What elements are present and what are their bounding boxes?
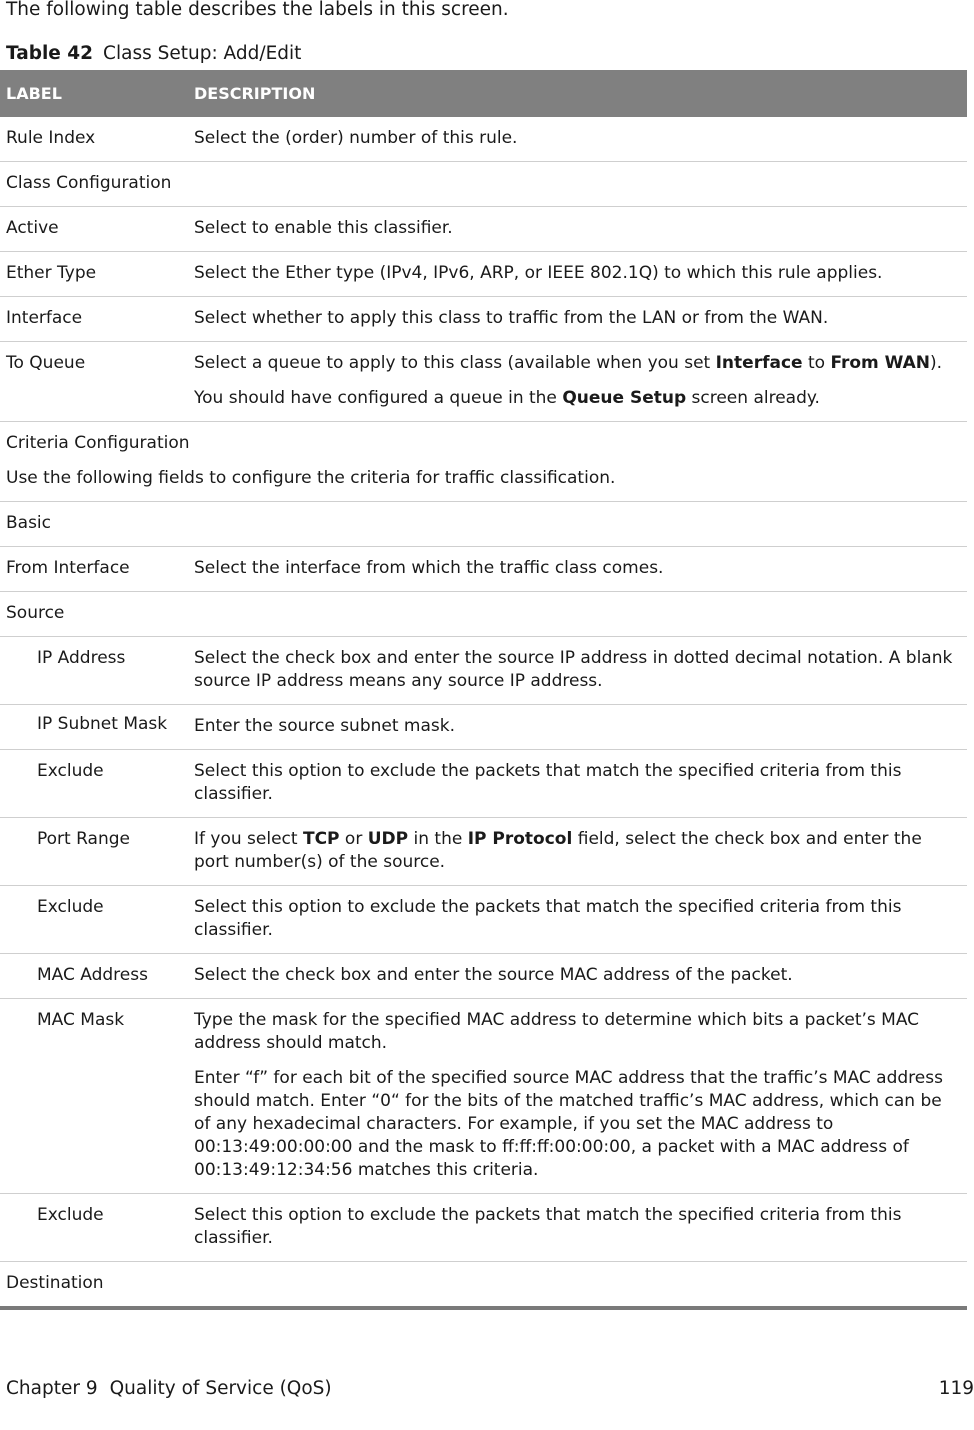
row-description: Select the interface from which the traffic class comes.	[188, 547, 967, 592]
intro-text: The following table describes the labels in this screen.	[6, 0, 509, 20]
section-label: Class Configuration	[0, 162, 967, 207]
row-label: Exclude	[0, 750, 188, 818]
section-label	[0, 422, 967, 502]
row-description	[188, 342, 967, 422]
page-number: 119	[938, 1378, 974, 1399]
text-run: or	[339, 829, 368, 849]
row-label: IP Address	[0, 637, 188, 705]
row-description	[188, 999, 967, 1194]
header-label: LABEL	[0, 70, 188, 117]
text-run: to	[802, 353, 831, 373]
table-row	[0, 818, 967, 886]
row-label: IP Subnet Mask	[0, 705, 188, 750]
section-row	[0, 592, 967, 637]
page-footer	[6, 1377, 332, 1400]
section-label: Destination	[0, 1262, 967, 1309]
row-label: Ether Type	[0, 252, 188, 297]
row-label: To Queue	[0, 342, 188, 422]
table-row	[0, 637, 967, 705]
chapter-number: Chapter 9	[6, 1378, 98, 1399]
section-row	[0, 162, 967, 207]
row-description: Select this option to exclude the packets that match the specified criteria from this classifier.	[188, 750, 967, 818]
row-description: Select to enable this classifier.	[188, 207, 967, 252]
text-run: You should have configured a queue in the	[194, 388, 563, 408]
chapter-title: Quality of Service (QoS)	[109, 1378, 332, 1399]
bold-term: UDP	[367, 829, 409, 849]
bold-term: Queue Setup	[562, 388, 687, 408]
row-label: Port Range	[0, 818, 188, 886]
description-paragraph	[194, 387, 961, 410]
section-label: Source	[0, 592, 967, 637]
section-label: Basic	[0, 502, 967, 547]
row-label: Active	[0, 207, 188, 252]
table-caption	[6, 42, 301, 65]
table-row	[0, 342, 967, 422]
row-description: Select the (order) number of this rule.	[188, 117, 967, 162]
description-paragraph: Type the mask for the specified MAC address to determine which bits a packet’s MAC address should match.	[194, 1010, 920, 1053]
bold-term: Interface	[715, 353, 803, 373]
row-description: Select whether to apply this class to traffic from the LAN or from the WAN.	[188, 297, 967, 342]
table-row	[0, 547, 967, 592]
section-row	[0, 422, 967, 502]
description-paragraph: Enter “f” for each bit of the specified source MAC address that the traffic’s MAC address should match. Enter “0“ for the bits of the matched traffic’s MAC address, which can be of any hexadecimal characters. For example, if you set the MAC address to 00:13:49:00:00:00 and the mask to ff:ff:ff:00:00:00, a packet with a MAC address of 00:13:49:12:34:56 matches this criteria.	[194, 1068, 943, 1180]
section-row	[0, 502, 967, 547]
table-row	[0, 750, 967, 818]
text-run: field, select the check box and enter the port number(s) of the source.	[194, 829, 922, 872]
row-description: Select this option to exclude the packets that match the specified criteria from this classifier.	[188, 1194, 967, 1262]
row-description: Select the check box and enter the source MAC address of the packet.	[188, 954, 967, 999]
table-row	[0, 705, 967, 750]
row-label: Interface	[0, 297, 188, 342]
table-title: Class Setup: Add/Edit	[103, 43, 302, 64]
text-run: If you select	[194, 829, 303, 849]
row-description: Select this option to exclude the packets that match the specified criteria from this classifier.	[188, 886, 967, 954]
table-row	[0, 252, 967, 297]
text-run: Select a queue to apply to this class (available when you set	[194, 353, 716, 373]
row-label: Exclude	[0, 1194, 188, 1262]
row-label: Rule Index	[0, 117, 188, 162]
row-label: From Interface	[0, 547, 188, 592]
class-setup-table	[0, 70, 967, 1310]
header-description: DESCRIPTION	[188, 70, 967, 117]
row-description: Select the check box and enter the source IP address in dotted decimal notation. A blank source IP address means any source IP address.	[188, 637, 967, 705]
description-paragraph	[194, 352, 961, 375]
table-row	[0, 297, 967, 342]
table-row	[0, 1194, 967, 1262]
text-run: in the	[408, 829, 468, 849]
table-row	[0, 999, 967, 1194]
table-number: Table 42	[6, 43, 94, 64]
section-description: Use the following fields to configure the criteria for traffic classification.	[6, 468, 616, 488]
section-row	[0, 1262, 967, 1309]
row-description: Select the Ether type (IPv4, IPv6, ARP, or IEEE 802.1Q) to which this rule applies.	[188, 252, 967, 297]
row-label: MAC Address	[0, 954, 188, 999]
table-row	[0, 886, 967, 954]
text-run: screen already.	[686, 388, 820, 408]
row-label: Exclude	[0, 886, 188, 954]
row-description	[188, 818, 967, 886]
text-run: ).	[930, 353, 943, 373]
bold-term: From WAN	[830, 353, 931, 373]
table-header-row	[0, 70, 967, 117]
table-row	[0, 207, 967, 252]
row-label: MAC Mask	[0, 999, 188, 1194]
table-row	[0, 117, 967, 162]
table-row	[0, 954, 967, 999]
row-description: Enter the source subnet mask.	[188, 705, 967, 750]
section-title: Criteria Configuration	[6, 433, 190, 453]
bold-term: TCP	[302, 829, 340, 849]
bold-term: IP Protocol	[467, 829, 573, 849]
